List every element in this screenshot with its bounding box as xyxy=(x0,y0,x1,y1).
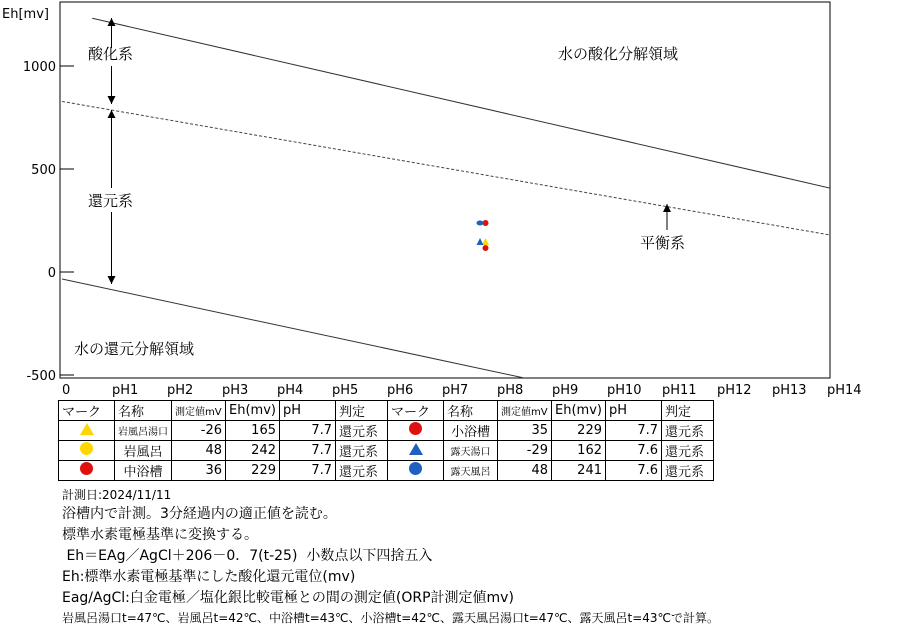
note-line: Eh＝EAg／AgCl＋206－0．7(t-25) 小数点以下四捨五入 xyxy=(62,548,433,564)
x-tick-label: pH12 xyxy=(717,383,752,398)
circle-marker xyxy=(409,422,422,435)
x-tick-label: pH4 xyxy=(277,383,304,398)
data-point xyxy=(483,245,489,251)
data-point xyxy=(477,221,484,226)
table-header-cell: 名称 xyxy=(444,401,498,421)
judgement-cell: 還元系 xyxy=(662,441,714,461)
ph-cell: 7.7 xyxy=(280,461,336,481)
table-header-cell: マーク xyxy=(59,401,115,421)
table-row xyxy=(59,461,714,481)
annotation-text: 平衡系 xyxy=(640,234,686,252)
table-header-cell: pH xyxy=(606,401,662,421)
measured-cell: -26 xyxy=(172,421,226,441)
marker-cell xyxy=(388,461,444,481)
marker-cell xyxy=(59,461,115,481)
triangle-marker xyxy=(80,423,94,435)
table-header-cell: 測定値mV xyxy=(498,401,552,421)
annotation-text: 還元系 xyxy=(88,192,134,210)
x-tick-label: pH2 xyxy=(167,383,194,398)
eh-cell: 242 xyxy=(226,441,280,461)
marker-cell xyxy=(59,441,115,461)
eh-cell: 162 xyxy=(552,441,606,461)
measurement-date: 計測日:2024/11/11 xyxy=(62,488,172,502)
x-tick-label: 0 xyxy=(62,383,71,398)
table-header-cell: 名称 xyxy=(115,401,172,421)
x-tick-label: pH3 xyxy=(222,383,249,398)
table-header-cell: 測定値mV xyxy=(172,401,226,421)
plot-area xyxy=(60,2,830,378)
judgement-cell: 還元系 xyxy=(336,461,388,481)
judgement-cell: 還元系 xyxy=(336,421,388,441)
y-tick-label: -500 xyxy=(26,369,56,384)
annotation-text: 酸化系 xyxy=(88,45,134,63)
x-tick-label: pH6 xyxy=(387,383,414,398)
table-header-cell: マーク xyxy=(388,401,444,421)
ph-cell: 7.7 xyxy=(606,421,662,441)
eh-cell: 229 xyxy=(226,461,280,481)
circle-marker xyxy=(80,462,93,475)
x-tick-label: pH10 xyxy=(607,383,642,398)
eh-cell: 229 xyxy=(552,421,606,441)
temperature-note: 岩風呂湯口t=47℃、岩風呂t=42℃、中浴槽t=43℃、小浴槽t=42℃、露天風呂湯口t=47℃、露天風呂t=43℃で計算。 xyxy=(62,611,720,625)
measured-cell: 35 xyxy=(498,421,552,441)
table-row xyxy=(59,421,714,441)
note-line: Eag/AgCl:白金電極／塩化銀比較電極との間の測定値(ORP計測定値mv) xyxy=(62,590,514,606)
ph-cell: 7.7 xyxy=(280,441,336,461)
table-header-cell: pH xyxy=(280,401,336,421)
measured-cell: 48 xyxy=(498,461,552,481)
ph-cell: 7.6 xyxy=(606,441,662,461)
x-tick-label: pH7 xyxy=(442,383,469,398)
marker-cell xyxy=(388,421,444,441)
y-tick-label: 500 xyxy=(31,163,56,178)
eh-cell: 241 xyxy=(552,461,606,481)
table-header-cell: 判定 xyxy=(336,401,388,421)
x-tick-label: pH14 xyxy=(827,383,862,398)
measured-cell: 36 xyxy=(172,461,226,481)
judgement-cell: 還元系 xyxy=(662,461,714,481)
triangle-marker xyxy=(409,443,423,455)
judgement-cell: 還元系 xyxy=(662,421,714,441)
name-cell: 露天風呂 xyxy=(444,461,498,481)
name-cell: 岩風呂 xyxy=(115,441,172,461)
x-tick-label: pH8 xyxy=(497,383,524,398)
name-cell: 中浴槽 xyxy=(115,461,172,481)
eh-cell: 165 xyxy=(226,421,280,441)
table-header-cell: 判定 xyxy=(662,401,714,421)
x-tick-label: pH11 xyxy=(662,383,697,398)
x-tick-label: pH9 xyxy=(552,383,579,398)
name-cell: 岩風呂湯口 xyxy=(115,421,172,441)
marker-cell xyxy=(388,441,444,461)
name-cell: 露天湯口 xyxy=(444,441,498,461)
x-tick-label: pH5 xyxy=(332,383,359,398)
circle-marker xyxy=(409,462,422,475)
y-tick-label: 1000 xyxy=(22,60,56,75)
notes xyxy=(62,486,719,627)
table-header-cell: Eh(mv) xyxy=(552,401,606,421)
circle-marker xyxy=(80,442,93,455)
measured-cell: 48 xyxy=(172,441,226,461)
table-header-cell: Eh(mv) xyxy=(226,401,280,421)
table-row xyxy=(59,441,714,461)
note-line: 浴槽内で計測。3分経過内の適正値を読む。 xyxy=(62,506,337,522)
note-line: 標準水素電極基準に変換する。 xyxy=(62,527,258,543)
y-axis-label: Eh[mv] xyxy=(2,7,49,22)
table-header-row xyxy=(59,401,714,421)
note-line: Eh:標準水素電極基準にした酸化還元電位(mv) xyxy=(62,569,356,585)
annotation-text: 水の酸化分解領域 xyxy=(558,45,679,63)
y-tick-label: 0 xyxy=(47,266,56,281)
measured-cell: -29 xyxy=(498,441,552,461)
ph-cell: 7.6 xyxy=(606,461,662,481)
annotation-text: 水の還元分解領域 xyxy=(74,340,195,358)
measurement-table xyxy=(58,400,714,481)
marker-cell xyxy=(59,421,115,441)
x-tick-label: pH1 xyxy=(112,383,139,398)
judgement-cell: 還元系 xyxy=(336,441,388,461)
ph-cell: 7.7 xyxy=(280,421,336,441)
x-tick-label: pH13 xyxy=(772,383,807,398)
name-cell: 小浴槽 xyxy=(444,421,498,441)
